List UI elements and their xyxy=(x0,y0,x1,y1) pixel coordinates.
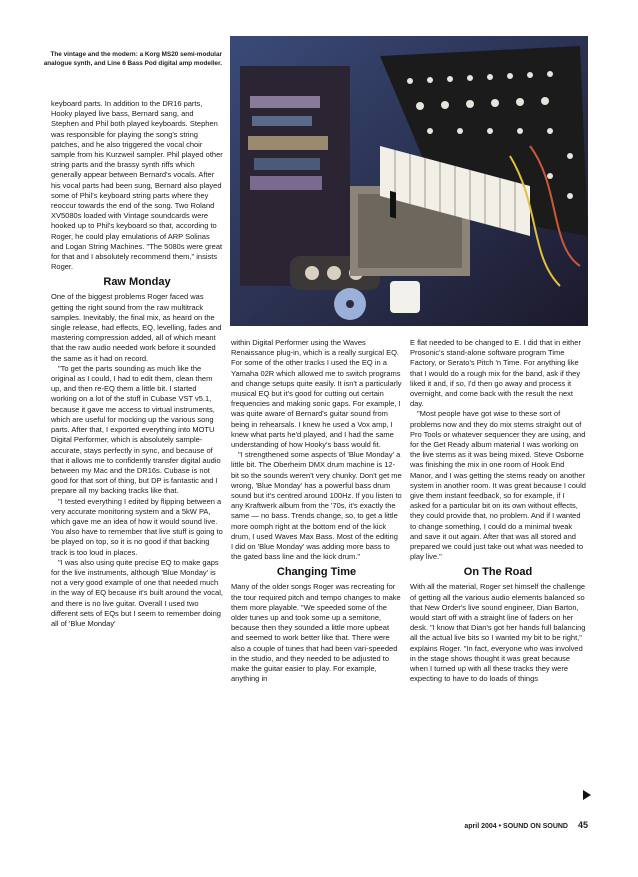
heading-raw-monday: Raw Monday xyxy=(103,276,171,289)
paragraph: Many of the older songs Roger was recreating for the tour required pitch and tempo changes to make them more playable. "We speeded some of the older tunes up and took some up a semitone, because then they sounded a little more upbeat and seemed to work better like that. There were also a couple of tunes that had been vari-speeded in the studio, and they needed to be adjusted to make the guitar easier to play. For example, anything in xyxy=(231,582,401,684)
text-column-3 xyxy=(410,338,586,685)
photo-caption: The vintage and the modern: a Korg MS20 semi-modular analogue synth, and Line 6 Bass Pod digital amp modeller. xyxy=(43,51,222,68)
heading-changing-time: Changing Time xyxy=(276,566,357,579)
issue-line: april 2004 • SOUND ON SOUND xyxy=(464,823,568,830)
continue-arrow-icon xyxy=(583,790,591,800)
page-footer xyxy=(408,820,588,830)
paragraph: E flat needed to be changed to E. I did that in either Prosonic's stand-alone software program Time Factory, or Serato's Pitch 'n Time. For anything like that I would do a rough mix for the band, ask if they liked it and, if so, I'd then go away and process it overnight, and come back with the result the next day. xyxy=(410,338,581,409)
text-column-1 xyxy=(51,99,223,629)
paragraph: "To get the parts sounding as much like the original as I could, I had to edit them, clean them up, and then re-EQ them a little bit. I started working on a lot of the stuff in Cubase VST v5.1, because it gave me access to virtual instruments, which are useful for mocking up the various song parts. After that, I exported everything into MOTU Digital Performer, which is absolutely sample-accurate, stays perfectly in sync, and because of that it allows me to confidently transfer digital audio between my Mac and the DR16s. Cubase is not good for that sort of thing, but DP is fantastic and I prepare all my backing tracks like that. xyxy=(51,363,221,496)
paragraph: within Digital Performer using the Waves Renaissance plug-in, which is a really surgical EQ. For some of the other tracks I used the EQ in a Yamaha 02R which allowed me to switch programs and change setups quite easily. It isn't a particularly musical EQ but it's good for cutting out certain frequencies and making sonic gaps. For example, I was quite aware of Bernard's guitar sound from being in rehearsals. I knew he used a Vox amp, I knew what parts he'd played, and I had the same understanding of how Hooky's bass would fit. xyxy=(231,338,402,450)
paragraph: With all the material, Roger set himself the challenge of getting all the various audio elements balanced so that New Order's live sound engineer, Dian Barton, would start off with a straight line of faders on her desk. "I know that Dian's got her hands full balancing all the actual live bits so I wanted my bit to be right," explains Roger. "In fact, everyone who was involved in the stage shows thought it was great because when I turned up with all these tracks they were expecting to have to do loads of things xyxy=(410,582,586,684)
paragraph: "I was also using quite precise EQ to make gaps for the live instruments, although 'Blue Monday' is not a very good example of one that needed much in the way of EQ because it's built around the vocal, and there is no live guitar. Overall I used two different sets of EQs but I seem to remember doing all of 'Blue Monday' xyxy=(51,557,223,628)
text-column-2 xyxy=(231,338,402,685)
synthesizer-photo xyxy=(230,36,588,326)
synthesizer-illustration xyxy=(230,36,588,326)
paragraph: keyboard parts. In addition to the DR16 parts, Hooky played live bass, Bernard sang, and Stephen and Phil both played keyboards. Stephen was responsible for playing the song's string patches, and he also triggered the vocal choir sample from his Kurzweil sampler. Phil played other string parts and the brassy synth riffs which generally appear between Bernard's vocals. After his vocal parts had been sung, Bernard also played some of Phil's keyboard string parts where they reoccur towards the end of the song. Two Roland XV5080s loaded with Vintage soundcards were hooked up to Phil's keyboard so that, according to Roger, he could play emulations of ARP Solinas and Logan String Machines. "The 5080s were great for that and I absolutely recommend them," insists Roger. xyxy=(51,99,223,272)
heading-on-the-road: On The Road xyxy=(463,566,533,579)
paragraph: "I tested everything I edited by flipping between a very accurate monitoring system and a 5kW PA, which gave me an idea of how it would sound live. You also have to remember that live stuff is going to be played on top, so it is no good if that backing track is too loud in places. xyxy=(51,496,223,557)
paragraph: "Most people have got wise to these sort of problems now and they do mix stems straight out of Pro Tools or whatever sequencer they are using, and for the Get Ready album material I was working on the live stems as it was being mixed. Steve Osborne was finishing the mix in one room of Hook End Manor, and I was getting the stems ready on another system in another room. It was great because I could give them instant feedback, so for example, if I asked for a particular bit on its own without effects, they could provide that, no problem. And if I wanted to change something, I could do a minimal tweak and save it out again. After that was all stored and prepared we could just take out what was needed to play live." xyxy=(410,409,586,562)
page-number: 45 xyxy=(577,820,588,830)
paragraph: "I strengthened some aspects of 'Blue Monday' a little bit. The Oberheim DMX drum machine is 12-bit so the sounds weren't very chunky. Don't get me wrong, 'Blue Monday' has a powerful bass drum sound but it's centred around 100Hz. If you listen to any Kraftwerk album from the '70s, it's exactly the same — no bass. Trends change, so, to get a little more oomph right at the bottom end of the kick drum, I used Waves Max Bass. Most of the editing I did on 'Blue Monday' was adding more bass to the gated bass line and the kick drum." xyxy=(231,450,402,562)
paragraph: One of the biggest problems Roger faced was getting the right sound from the raw multitrack samples. Inevitably, the final mix, as heard on the single release, had effects, EQ, levelling, fades and mastering compression added, all of which meant that the raw audio needed work before it sounded the same as it had on record. xyxy=(51,292,222,363)
